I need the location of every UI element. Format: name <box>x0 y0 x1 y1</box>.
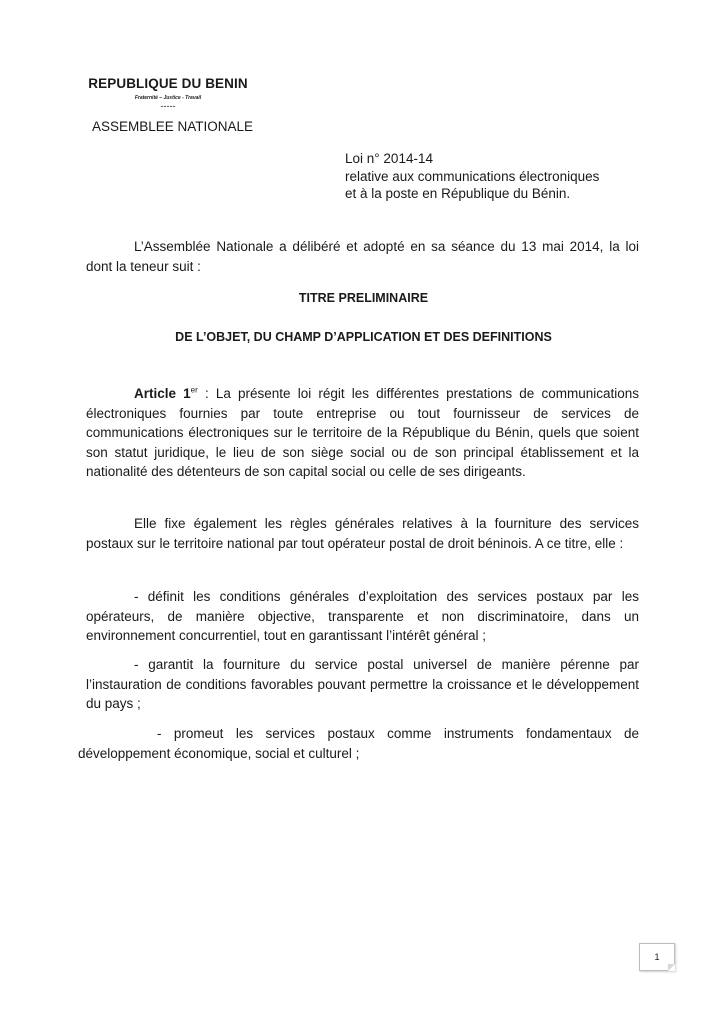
law-reference <box>345 150 599 203</box>
letterhead <box>88 76 248 110</box>
postal-rules-paragraph: Elle fixe également les règles générales relatives à la fourniture des services postaux sur le territoire national par tout opérateur postal de droit béninois. A ce titre, elle : <box>86 516 639 551</box>
article-1-paragraph <box>86 384 639 482</box>
law-number: Loi n° 2014-14 <box>345 151 433 166</box>
intro-paragraph: L’Assemblée Nationale a délibéré et adopté en sa séance du 13 mai 2014, la loi dont la teneur suit : <box>86 239 639 274</box>
assembly-name: ASSEMBLEE NATIONALE <box>92 119 254 134</box>
title-preliminary: TITRE PRELIMINAIRE <box>298 291 429 305</box>
bullet-2: - garantit la fourniture du service postal universel de manière pérenne par l’instauration de conditions favorables pouvant permettre la croissance et le développement du pays ; <box>86 657 639 711</box>
law-subject-line-2: et à la poste en République du Bénin. <box>345 186 571 201</box>
article-1-sup: er <box>190 385 198 395</box>
article-1-label: Article 1 <box>134 386 191 401</box>
article-1-text: : La présente loi régit les différentes prestations de communications électroniques fournies par toute entreprise ou tout fournisseur de services de communications électroniques sur le territoire de la République du Bénin, quels que soient son statut juridique, le lieu de son siège social ou de son principal établissement et la nationalité des détenteurs de son capital social ou celle de ses dirigeants. <box>86 386 639 479</box>
header-separator: ----- <box>160 101 176 111</box>
bullet-1: - définit les conditions générales d’exploitation des services postaux par les opérateurs, de manière objective, transparente et non discriminatoire, dans un environnement concurrentiel, tout en garantissant l’intérêt général ; <box>86 589 639 643</box>
law-subject-line-1: relative aux communications électroniques <box>345 168 600 184</box>
page-number: 1 <box>639 943 675 971</box>
national-motto: Fraternité – Justice - Travail <box>134 95 202 101</box>
bullet-3: - promeut les services postaux comme instruments fondamentaux de développement économique, social et culturel ; <box>78 726 639 761</box>
section-title: DE L’OBJET, DU CHAMP D’APPLICATION ET DES DEFINITIONS <box>175 330 552 344</box>
republic-name: REPUBLIQUE DU BENIN <box>88 76 248 91</box>
